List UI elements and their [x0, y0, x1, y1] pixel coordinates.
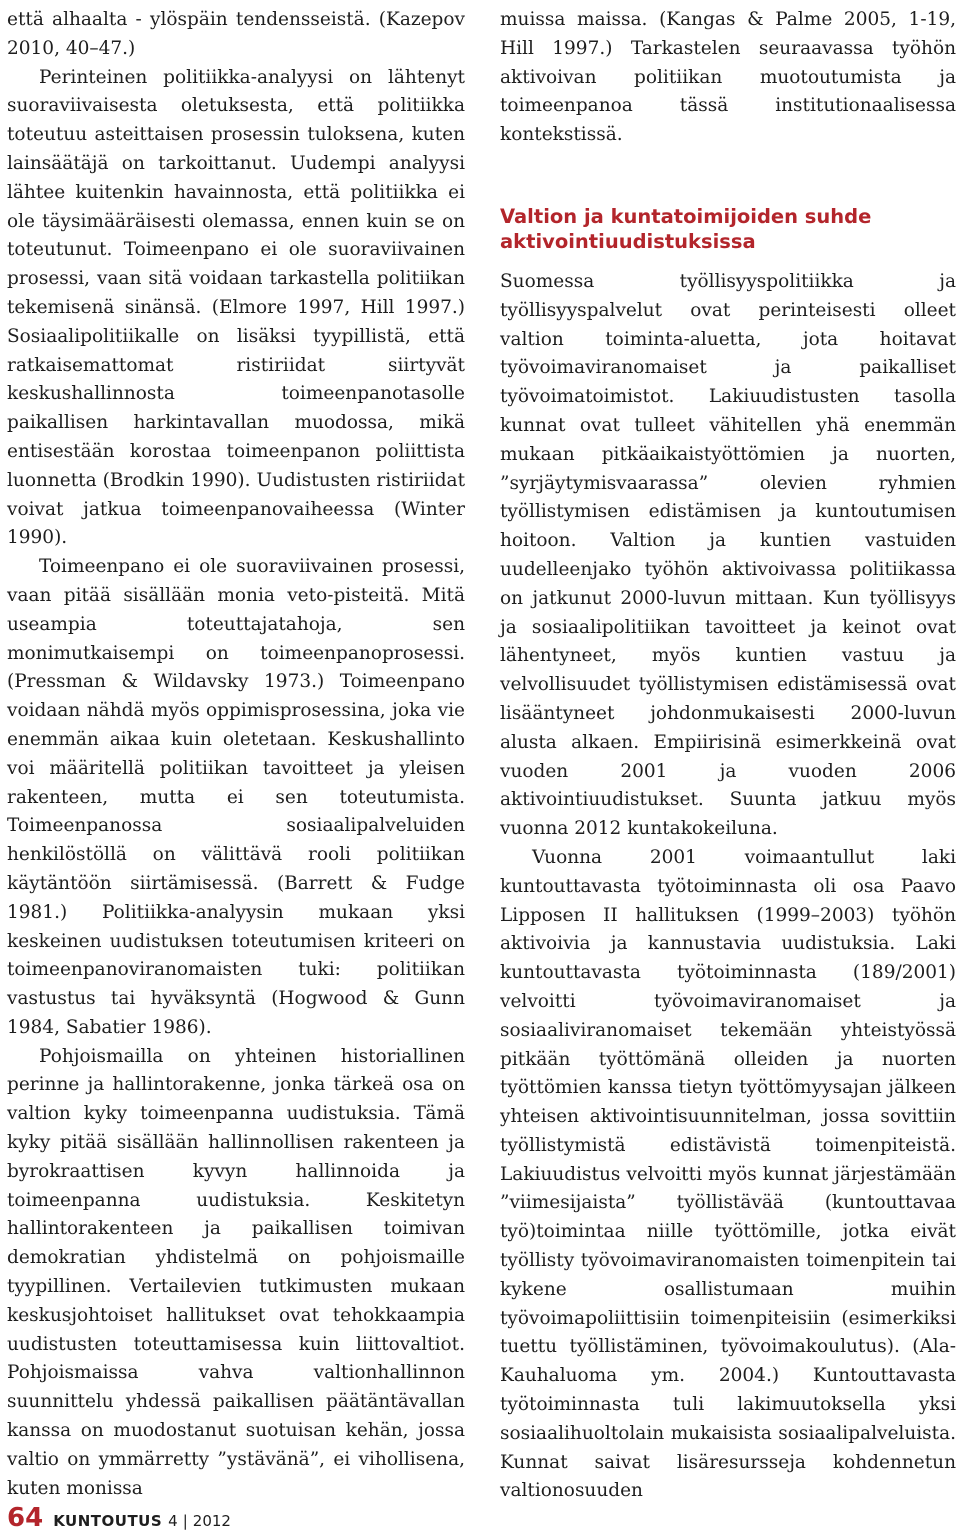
paragraph-continued: muissa maissa. (Kangas & Palme 2005, 1-19, Hill 1997.) Tarkastelen seuraavassa työhön aktivoivan politiikan muotoutumista ja toimeenpanoa tässä institutionaalisessa kontekstissä.: [500, 9, 956, 146]
issue-number: 4: [168, 1512, 178, 1530]
page-number: 64: [7, 1503, 44, 1533]
issue-year: 2012: [192, 1512, 231, 1530]
footer-separator: |: [182, 1512, 188, 1530]
paragraph-continued: että alhaalta - ylöspäin tendensseistä. (Kazepov 2010, 40–47.): [7, 9, 465, 59]
paragraph: Suomessa työllisyyspolitiikka ja työllisyyspalvelut ovat perinteisesti olleet valtion toiminta-aluetta, jota hoitavat työvoimaviranomaiset ja paikalliset työvoimatoimistot. Lakiuudistusten tasolla kunnat ovat tulleet vähitellen yhä enemmän mukaan pitkäaikaistyöttömien ja nuorten, ”syrjäytymisvaarassa” olevien ryhmien työllistymisen edistämisen ja kuntoutumisen hoitoon. Valtion ja kuntien vastuiden uudelleenjako työhön aktivoivassa politiikassa on jatkunut 2000-luvun mittaan. Kun työllisyys ja sosiaalipolitiikan tavoitteet ja keinot ovat lähentyneet, myös kuntien vastuu ja velvollisuudet työllistymisen edistämisessä ovat lisääntyneet johdonmukaisesti 2000-luvun alusta alkaen. Empiirisinä esimerkkeinä ovat vuoden 2001 ja vuoden 2006 aktivointiuudistukset. Suunta jatkuu myös vuonna 2012 kuntakokeiluna.: [500, 270, 956, 840]
paragraph: Perinteinen politiikka-analyysi on lähtenyt suoraviivaisesta oletuksesta, että politiikka toteutuu asteittaisen prosessin tuloksena, kuten lainsäätäjä on tarkoittanut. Uudempi analyysi lähtee kuitenkin havainnosta, että politiikka ei ole täysimääräisesti olemassa, ennen kuin se on toteutunut. Toimeenpano ei ole suoraviivainen prosessi, vaan sitä voidaan tarkastella politiikan tekemisenä sinänsä. (Elmore 1997, Hill 1997.) Sosiaalipolitiikalle on lisäksi tyypillistä, että ratkaisemattomat ristiriidat siirtyvät keskushallinnosta toimeenpanotasolle paikallisen harkintavallan muodossa, mikä entisestään korostaa toimeenpanon poliittista luonnetta (Brodkin 1990). Uudistusten ristiriidat voivat jatkua toimeenpanovaiheessa (Winter 1990).: [7, 66, 465, 549]
right-column: [500, 6, 956, 1506]
paragraph: Toimeenpano ei ole suoraviivainen prosessi, vaan pitää sisällään monia veto-pisteitä. Mitä useampia toteuttajatahoja, sen monimutkaisempi on toimeenpanoprosessi. (Pressman & Wildavsky 1973.) Toimeenpano voidaan nähdä myös oppimisprosessina, joka vie enemmän aikaa kuin oletetaan. Keskushallinto voi määritellä politiikan tavoitteet ja yleisen rakenteen, mutta ei sen toteutumista. Toimeenpanossa sosiaalipalveluiden henkilöstöllä on välittävä rooli politiikan käytäntöön siirtämisessä. (Barrett & Fudge 1981.) Politiikka-analyysin mukaan yksi keskeinen uudistuksen toteutumisen kriteeri on toimeenpanoviranomaisten tuki: politiikan vastustus tai hyväksyntä (Hogwood & Gunn 1984, Sabatier 1986).: [7, 556, 465, 1038]
page-footer: [7, 1503, 231, 1533]
paragraph: Vuonna 2001 voimaantullut laki kuntouttavasta työtoiminnasta oli osa Paavo Lipposen II hallituksen (1999–2003) työhön aktivoivia ja kannustavia uudistuksia. Laki kuntouttavasta työtoiminnasta (189/2001) velvoitti työvoimaviranomaiset ja sosiaaliviranomaiset tekemään yhteistyössä pitkään työttömänä olleiden ja nuorten työttömien kanssa tietyn työttömyysajan jälkeen yhteisen aktivointisuunnitelman, jossa sovittiin työllistymistä edistävistä toimenpiteistä. Lakiuudistus velvoitti myös kunnat järjestämään ”viimesijaista” työllistävää (kuntouttavaa työ)toimintaa niille työttömille, jotka eivät työllisty työvoimaviranomaisten toimenpitein tai kykene osallistumaan muihin työvoimapoliittisiin toimenpiteisiin (esimerkiksi tuettu työllistäminen, työvoimakoulutus). (Ala-Kauhaluoma ym. 2004.) Kuntouttavasta työtoiminnasta tuli lakimuutoksella yksi sosiaalihuoltolain mukaisista sosiaalipalveluista. Kunnat saivat lisäresursseja kohdennetun valtionosuuden: [500, 846, 956, 1502]
paragraph: Pohjoismailla on yhteinen historiallinen perinne ja hallintorakenne, jonka tärkeä osa on valtion kyky toimeenpanna uudistuksia. Tämä kyky pitää sisällään hallinnollisen rakenteen ja byrokraattisen kyvyn hallinnoida ja toimeenpanna uudistuksia. Keskitetyn hallintorakenteen ja paikallisen toimivan demokratian yhdistelmä on pohjoismaille tyypillinen. Vertailevien tutkimusten mukaan keskusjohtoiset hallitukset ovat tehokkaampia uudistusten toteuttamisessa kuin liittovaltiot. Pohjoismaissa vahva valtionhallinnon suunnittelu yhdessä paikallisen päätäntävallan kanssa on muodostanut suotuisan kehän, jossa valtio on ymmärretty ”ystävänä”, ei vihollisena, kuten monissa: [7, 1045, 465, 1499]
left-column: [7, 6, 465, 1503]
journal-name: KUNTOUTUS: [53, 1512, 163, 1530]
section-heading: Valtion ja kuntatoimijoiden suhde aktivointiuudistuksissa: [500, 204, 872, 254]
